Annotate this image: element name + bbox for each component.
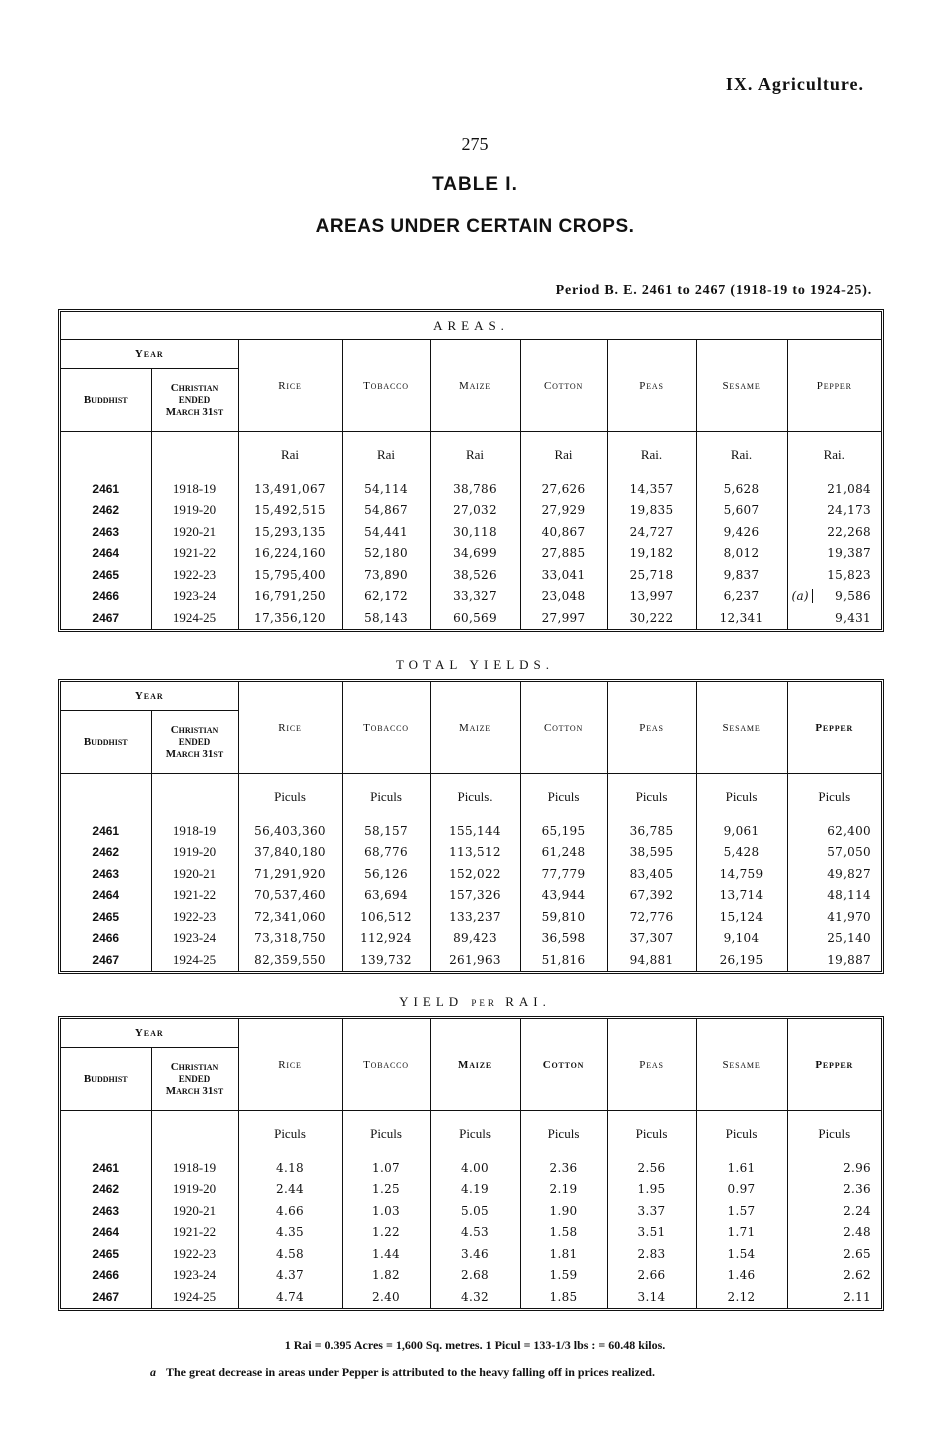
col-header-christian: Christian ENDED March 31st: [151, 711, 238, 774]
value-cell: 106,512: [342, 906, 430, 928]
value-cell: 22,268: [787, 521, 881, 543]
unit-label: Piculs: [238, 774, 342, 821]
period-caption: Period B. E. 2461 to 2467 (1918-19 to 1924-25).: [555, 283, 872, 298]
value-cell: 61,248: [520, 842, 607, 864]
value-cell: 38,526: [430, 564, 520, 586]
table-row: [61, 906, 881, 928]
value-cell: 21,084: [787, 478, 881, 500]
value-cell: 15,124: [696, 906, 787, 928]
value-cell: 2.62: [787, 1265, 881, 1287]
yields-block-title: TOTAL YIELDS.: [395, 657, 555, 672]
value-cell: 48,114: [787, 885, 881, 907]
unit-label: Piculs: [696, 1111, 787, 1158]
conversion-footnote: 1 Rai = 0.395 Acres = 1,600 Sq. metres. 1 Picul = 133-1/3 lbs : = 60.48 kilos.: [284, 1338, 666, 1352]
value-cell: 2.83: [607, 1243, 696, 1265]
value-cell: 2.40: [342, 1286, 430, 1308]
value-cell: 82,359,550: [238, 949, 342, 971]
col-header-maize: Maize: [430, 340, 520, 432]
value-cell: 24,173: [787, 500, 881, 522]
value-cell: 19,835: [607, 500, 696, 522]
page-number: 275: [461, 134, 489, 154]
value-cell: 13,997: [607, 586, 696, 608]
col-header-christian: Christian ENDED March 31st: [151, 1048, 238, 1111]
footnote-mark: a: [150, 1365, 156, 1379]
value-cell: 2.66: [607, 1265, 696, 1287]
col-header-rice: Rice: [238, 682, 342, 774]
christian-year-cell: 1924-25: [151, 607, 238, 629]
christian-year-cell: 1922-23: [151, 906, 238, 928]
christian-year-cell: 1924-25: [151, 1286, 238, 1308]
value-cell: 41,970: [787, 906, 881, 928]
value-cell: 1.03: [342, 1200, 430, 1222]
value-cell: 17,356,120: [238, 607, 342, 629]
col-header-buddhist: Buddhist: [61, 1048, 151, 1111]
buddhist-year-cell: 2466: [92, 1268, 120, 1283]
value-cell: 261,963: [430, 949, 520, 971]
value-cell: 4.18: [238, 1157, 342, 1179]
value-cell: 19,182: [607, 543, 696, 565]
col-header-peas: Peas: [607, 340, 696, 432]
value-cell: 25,718: [607, 564, 696, 586]
value-cell: 72,776: [607, 906, 696, 928]
value-cell: 2.65: [787, 1243, 881, 1265]
value-text: 9,586: [835, 589, 871, 604]
col-header-christian: Christian ENDED March 31st: [151, 369, 238, 432]
value-cell: 4.37: [238, 1265, 342, 1287]
value-cell: 2.36: [787, 1179, 881, 1201]
year-header: Year: [61, 340, 238, 369]
value-cell: 25,140: [787, 928, 881, 950]
col-header-sesame: Sesame: [696, 1019, 787, 1111]
value-cell: 30,222: [607, 607, 696, 629]
unit-label: Piculs: [342, 1111, 430, 1158]
christian-year-cell: 1919-20: [151, 1179, 238, 1201]
buddhist-year-cell: 2467: [92, 952, 120, 967]
value-cell: 0.97: [696, 1179, 787, 1201]
value-cell: 14,357: [607, 478, 696, 500]
value-cell: 54,114: [342, 478, 430, 500]
value-cell: 1.25: [342, 1179, 430, 1201]
value-cell: 73,318,750: [238, 928, 342, 950]
section-title: IX. Agriculture.: [725, 74, 864, 94]
value-cell: 1.81: [520, 1243, 607, 1265]
value-cell: 68,776: [342, 842, 430, 864]
footnote-mark: (a): [788, 589, 813, 603]
christian-year-cell: 1919-20: [151, 500, 238, 522]
value-cell: 112,924: [342, 928, 430, 950]
value-cell: 16,224,160: [238, 543, 342, 565]
col-header-maize: Maize: [430, 1019, 520, 1111]
areas-block-title: AREAS.: [61, 312, 881, 340]
unit-label: Piculs: [342, 774, 430, 821]
christian-year-cell: 1920-21: [151, 521, 238, 543]
value-cell: [787, 586, 881, 608]
col-header-tobacco: Tobacco: [342, 1019, 430, 1111]
buddhist-year-cell: 2466: [92, 589, 120, 604]
per-rai-table: [61, 1019, 881, 1308]
value-cell: 3.46: [430, 1243, 520, 1265]
units-row: [61, 774, 881, 821]
value-cell: 5,628: [696, 478, 787, 500]
value-cell: 27,626: [520, 478, 607, 500]
value-cell: 67,392: [607, 885, 696, 907]
col-header-cotton: Cotton: [520, 682, 607, 774]
value-cell: 2.56: [607, 1157, 696, 1179]
table-row: [61, 586, 881, 608]
christian-year-cell: 1918-19: [151, 820, 238, 842]
value-cell: 54,441: [342, 521, 430, 543]
per-rai-block-title: YIELD PER RAI.: [399, 994, 551, 1009]
value-cell: 1.61: [696, 1157, 787, 1179]
buddhist-year-cell: 2465: [92, 567, 120, 582]
value-cell: 23,048: [520, 586, 607, 608]
table-row: [61, 1222, 881, 1244]
value-cell: 3.14: [607, 1286, 696, 1308]
year-header: Year: [61, 682, 238, 711]
christian-year-cell: 1918-19: [151, 1157, 238, 1179]
value-cell: 2.24: [787, 1200, 881, 1222]
value-cell: 43,944: [520, 885, 607, 907]
value-cell: 57,050: [787, 842, 881, 864]
table-row: [61, 885, 881, 907]
unit-label: Piculs: [787, 1111, 881, 1158]
value-cell: 8,012: [696, 543, 787, 565]
value-cell: 83,405: [607, 863, 696, 885]
col-header-maize: Maize: [430, 682, 520, 774]
buddhist-year-cell: 2463: [92, 1203, 120, 1218]
value-cell: 2.11: [787, 1286, 881, 1308]
value-cell: 139,732: [342, 949, 430, 971]
table-row: [61, 564, 881, 586]
areas-table-block: [58, 309, 884, 632]
value-cell: 58,157: [342, 820, 430, 842]
value-cell: 5.05: [430, 1200, 520, 1222]
value-cell: 52,180: [342, 543, 430, 565]
col-header-tobacco: Tobacco: [342, 340, 430, 432]
pepper-footnote: [150, 1365, 655, 1380]
value-cell: 1.44: [342, 1243, 430, 1265]
table-row: [61, 1243, 881, 1265]
value-cell: 2.44: [238, 1179, 342, 1201]
areas-table: [61, 340, 881, 629]
col-header-cotton: Cotton: [520, 1019, 607, 1111]
value-cell: 152,022: [430, 863, 520, 885]
unit-label: Piculs: [520, 774, 607, 821]
value-cell: 70,537,460: [238, 885, 342, 907]
value-cell: 9,061: [696, 820, 787, 842]
buddhist-year-cell: 2465: [92, 909, 120, 924]
value-cell: 51,816: [520, 949, 607, 971]
value-cell: 1.85: [520, 1286, 607, 1308]
unit-label: Rai.: [787, 432, 881, 479]
christian-year-cell: 1920-21: [151, 1200, 238, 1222]
value-cell: 2.36: [520, 1157, 607, 1179]
unit-label: Rai: [430, 432, 520, 479]
christian-year-cell: 1919-20: [151, 842, 238, 864]
value-cell: 2.19: [520, 1179, 607, 1201]
christian-year-cell: 1921-22: [151, 885, 238, 907]
value-cell: 4.53: [430, 1222, 520, 1244]
buddhist-year-cell: 2465: [92, 1246, 120, 1261]
value-cell: 9,426: [696, 521, 787, 543]
value-cell: 36,598: [520, 928, 607, 950]
buddhist-year-cell: 2466: [92, 931, 120, 946]
value-cell: 62,172: [342, 586, 430, 608]
value-cell: 6,237: [696, 586, 787, 608]
buddhist-year-cell: 2464: [92, 546, 120, 561]
value-cell: 3.51: [607, 1222, 696, 1244]
value-cell: 37,840,180: [238, 842, 342, 864]
christian-year-cell: 1923-24: [151, 928, 238, 950]
value-cell: 77,779: [520, 863, 607, 885]
col-header-peas: Peas: [607, 682, 696, 774]
col-header-buddhist: Buddhist: [61, 711, 151, 774]
value-cell: 15,492,515: [238, 500, 342, 522]
table-row: [61, 1157, 881, 1179]
table-title: AREAS UNDER CERTAIN CROPS.: [315, 216, 635, 237]
value-cell: 9,104: [696, 928, 787, 950]
table-row: [61, 1179, 881, 1201]
value-cell: 56,126: [342, 863, 430, 885]
value-cell: 1.07: [342, 1157, 430, 1179]
value-cell: 15,823: [787, 564, 881, 586]
value-cell: 27,032: [430, 500, 520, 522]
value-cell: 1.95: [607, 1179, 696, 1201]
value-cell: 56,403,360: [238, 820, 342, 842]
christian-year-cell: 1920-21: [151, 863, 238, 885]
value-cell: 1.22: [342, 1222, 430, 1244]
buddhist-year-cell: 2464: [92, 1225, 120, 1240]
value-cell: 4.74: [238, 1286, 342, 1308]
unit-label: Piculs: [696, 774, 787, 821]
value-cell: 37,307: [607, 928, 696, 950]
table-row: [61, 842, 881, 864]
value-cell: 34,699: [430, 543, 520, 565]
buddhist-year-cell: 2463: [92, 524, 120, 539]
value-cell: 5,607: [696, 500, 787, 522]
buddhist-year-cell: 2464: [92, 888, 120, 903]
value-cell: 4.58: [238, 1243, 342, 1265]
unit-label: Piculs.: [430, 774, 520, 821]
unit-label: Rai: [520, 432, 607, 479]
table-row: [61, 607, 881, 629]
unit-label: Rai.: [607, 432, 696, 479]
table-row: [61, 543, 881, 565]
value-cell: 1.58: [520, 1222, 607, 1244]
col-header-cotton: Cotton: [520, 340, 607, 432]
year-header: Year: [61, 1019, 238, 1048]
christian-year-cell: 1918-19: [151, 478, 238, 500]
unit-label: Piculs: [238, 1111, 342, 1158]
unit-label: Piculs: [607, 774, 696, 821]
buddhist-year-cell: 2461: [92, 1160, 120, 1175]
buddhist-year-cell: 2462: [92, 845, 120, 860]
value-cell: 54,867: [342, 500, 430, 522]
value-cell: 24,727: [607, 521, 696, 543]
christian-year-cell: 1922-23: [151, 564, 238, 586]
buddhist-year-cell: 2462: [92, 1182, 120, 1197]
col-header-peas: Peas: [607, 1019, 696, 1111]
value-cell: 33,041: [520, 564, 607, 586]
value-cell: 72,341,060: [238, 906, 342, 928]
value-cell: 71,291,920: [238, 863, 342, 885]
value-cell: 38,595: [607, 842, 696, 864]
buddhist-year-cell: 2462: [92, 503, 120, 518]
value-cell: 63,694: [342, 885, 430, 907]
value-cell: 16,791,250: [238, 586, 342, 608]
value-cell: 33,327: [430, 586, 520, 608]
value-cell: 58,143: [342, 607, 430, 629]
value-cell: 12,341: [696, 607, 787, 629]
col-header-pepper: Pepper: [787, 340, 881, 432]
value-cell: 4.35: [238, 1222, 342, 1244]
value-cell: 13,491,067: [238, 478, 342, 500]
christian-year-cell: 1922-23: [151, 1243, 238, 1265]
value-cell: 4.32: [430, 1286, 520, 1308]
units-row: [61, 432, 881, 479]
value-cell: 1.59: [520, 1265, 607, 1287]
value-cell: 73,890: [342, 564, 430, 586]
value-cell: 2.96: [787, 1157, 881, 1179]
value-cell: 94,881: [607, 949, 696, 971]
value-cell: 1.57: [696, 1200, 787, 1222]
value-cell: 1.82: [342, 1265, 430, 1287]
footnote-text: The great decrease in areas under Pepper is attributed to the heavy falling off in prices realized.: [166, 1365, 655, 1379]
christian-year-cell: 1923-24: [151, 1265, 238, 1287]
value-cell: 89,423: [430, 928, 520, 950]
table-row: [61, 863, 881, 885]
col-header-sesame: Sesame: [696, 682, 787, 774]
christian-year-cell: 1921-22: [151, 543, 238, 565]
value-cell: 2.48: [787, 1222, 881, 1244]
value-cell: 3.37: [607, 1200, 696, 1222]
unit-label: Piculs: [607, 1111, 696, 1158]
value-cell: 9,431: [787, 607, 881, 629]
unit-label: Piculs: [430, 1111, 520, 1158]
value-cell: 9,837: [696, 564, 787, 586]
christian-year-cell: 1923-24: [151, 586, 238, 608]
table-row: [61, 521, 881, 543]
yields-table-block: [58, 679, 884, 974]
table-number: TABLE I.: [432, 174, 518, 195]
value-cell: 155,144: [430, 820, 520, 842]
value-cell: 62,400: [787, 820, 881, 842]
value-cell: 38,786: [430, 478, 520, 500]
value-cell: 1.90: [520, 1200, 607, 1222]
col-header-tobacco: Tobacco: [342, 682, 430, 774]
value-cell: 60,569: [430, 607, 520, 629]
value-cell: 59,810: [520, 906, 607, 928]
value-cell: 133,237: [430, 906, 520, 928]
unit-label: Piculs: [787, 774, 881, 821]
value-cell: 26,195: [696, 949, 787, 971]
value-cell: 14,759: [696, 863, 787, 885]
buddhist-year-cell: 2461: [92, 481, 120, 496]
col-header-rice: Rice: [238, 1019, 342, 1111]
value-cell: 157,326: [430, 885, 520, 907]
value-cell: 65,195: [520, 820, 607, 842]
value-cell: 36,785: [607, 820, 696, 842]
table-row: [61, 949, 881, 971]
table-row: [61, 820, 881, 842]
table-row: [61, 928, 881, 950]
value-cell: 27,929: [520, 500, 607, 522]
table-row: [61, 1286, 881, 1308]
buddhist-year-cell: 2463: [92, 866, 120, 881]
value-cell: 4.66: [238, 1200, 342, 1222]
value-cell: 49,827: [787, 863, 881, 885]
value-cell: 40,867: [520, 521, 607, 543]
unit-label: Rai: [342, 432, 430, 479]
value-cell: 4.00: [430, 1157, 520, 1179]
christian-year-cell: 1924-25: [151, 949, 238, 971]
value-cell: 5,428: [696, 842, 787, 864]
value-cell: 1.71: [696, 1222, 787, 1244]
value-cell: 19,387: [787, 543, 881, 565]
table-row: [61, 478, 881, 500]
value-cell: 27,997: [520, 607, 607, 629]
value-cell: 30,118: [430, 521, 520, 543]
unit-label: Rai.: [696, 432, 787, 479]
col-header-sesame: Sesame: [696, 340, 787, 432]
value-cell: 15,795,400: [238, 564, 342, 586]
buddhist-year-cell: 2467: [92, 1289, 120, 1304]
table-row: [61, 1200, 881, 1222]
per-rai-table-block: [58, 1016, 884, 1311]
value-cell: 2.12: [696, 1286, 787, 1308]
buddhist-year-cell: 2461: [92, 823, 120, 838]
value-cell: 1.46: [696, 1265, 787, 1287]
col-header-buddhist: Buddhist: [61, 369, 151, 432]
christian-year-cell: 1921-22: [151, 1222, 238, 1244]
col-header-rice: Rice: [238, 340, 342, 432]
table-row: [61, 1265, 881, 1287]
yields-table: [61, 682, 881, 971]
value-cell: 113,512: [430, 842, 520, 864]
units-row: [61, 1111, 881, 1158]
value-cell: 19,887: [787, 949, 881, 971]
value-cell: 1.54: [696, 1243, 787, 1265]
buddhist-year-cell: 2467: [92, 610, 120, 625]
col-header-pepper: Pepper: [787, 1019, 881, 1111]
col-header-pepper: Pepper: [787, 682, 881, 774]
unit-label: Rai: [238, 432, 342, 479]
value-cell: 2.68: [430, 1265, 520, 1287]
value-cell: 4.19: [430, 1179, 520, 1201]
value-cell: 15,293,135: [238, 521, 342, 543]
unit-label: Piculs: [520, 1111, 607, 1158]
value-cell: 13,714: [696, 885, 787, 907]
value-cell: 27,885: [520, 543, 607, 565]
table-row: [61, 500, 881, 522]
